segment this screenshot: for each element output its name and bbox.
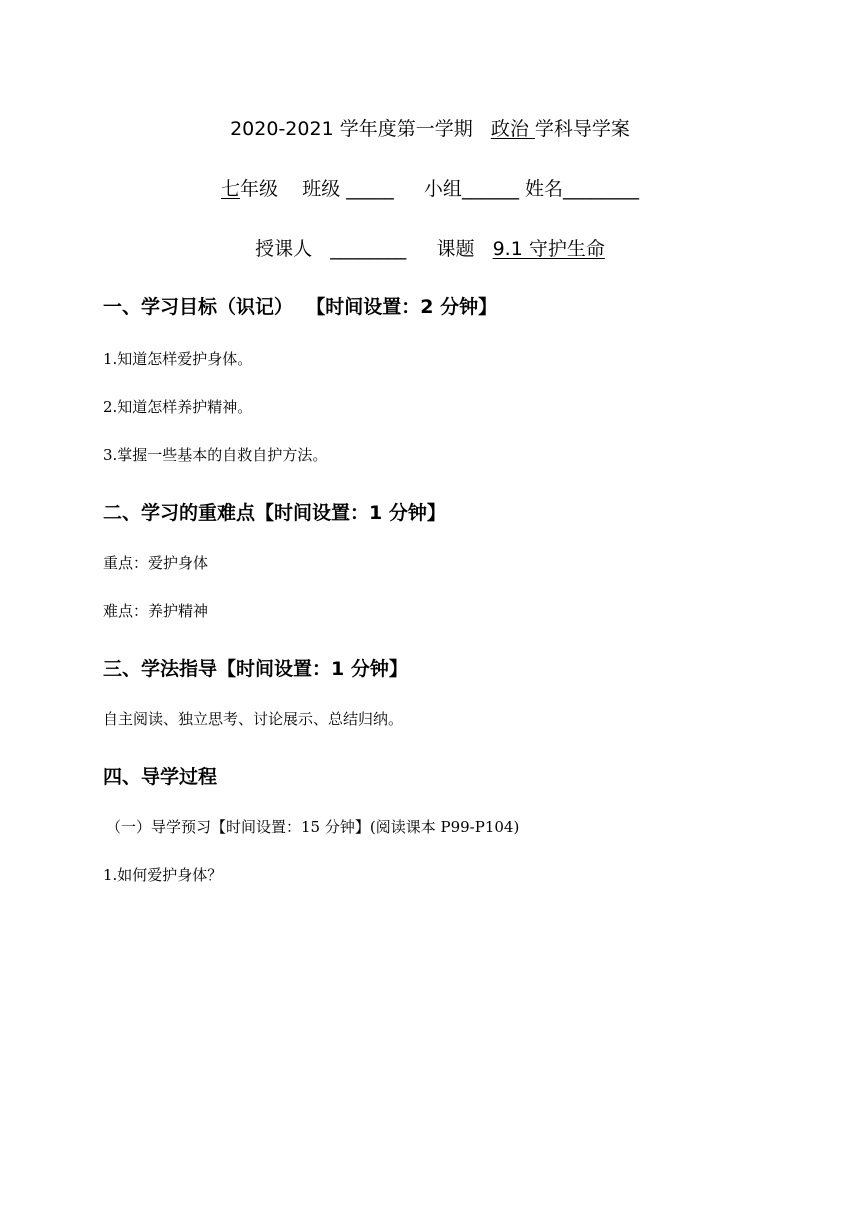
name-blank: ________ (562, 178, 639, 200)
teacher-blank: ________ (330, 238, 407, 260)
header-lesson-info (0, 234, 860, 261)
topic-value: 9.1 守护生命 (492, 238, 605, 260)
header-title-pre: 2020-2021 学年度第一学期 (230, 118, 491, 140)
teacher-label: 授课人 (255, 238, 331, 260)
grade-underlined: 七 (221, 178, 241, 200)
question-item: 1.如何爱护身体？ (103, 866, 223, 884)
objective-item: 3.掌握一些基本的自救自护方法。 (103, 446, 328, 464)
topic-label: 课题 (406, 238, 493, 260)
section-heading-objectives: 一、学习目标（识记） 【时间设置：2 分钟】 (103, 296, 498, 318)
objective-item: 1.知道怎样爱护身体。 (103, 350, 253, 368)
subsection-preview: （一）导学预习【时间设置：15 分钟】(阅读课本 P99-P104) (106, 818, 520, 836)
key-point: 重点：爱护身体 (103, 554, 209, 572)
header-student-info (0, 174, 860, 201)
header-subject: 政治 (490, 118, 535, 140)
group-blank: ______ (461, 178, 519, 200)
header-title-post: 学科导学案 (534, 118, 630, 140)
grade-label: 年级 班级 (240, 178, 347, 200)
section-heading-key-points: 二、学习的重难点【时间设置：1 分钟】 (103, 502, 446, 524)
method-text: 自主阅读、独立思考、讨论展示、总结归纳。 (103, 710, 404, 728)
header-title (0, 114, 860, 141)
name-label: 姓名 (518, 178, 563, 200)
objective-item: 2.知道怎样养护精神。 (103, 398, 253, 416)
section-heading-process: 四、导学过程 (103, 766, 218, 788)
class-blank: _____ (346, 178, 394, 200)
section-heading-method: 三、学法指导【时间设置：1 分钟】 (103, 658, 408, 680)
difficult-point: 难点：养护精神 (103, 602, 209, 620)
group-label: 小组 (393, 178, 462, 200)
